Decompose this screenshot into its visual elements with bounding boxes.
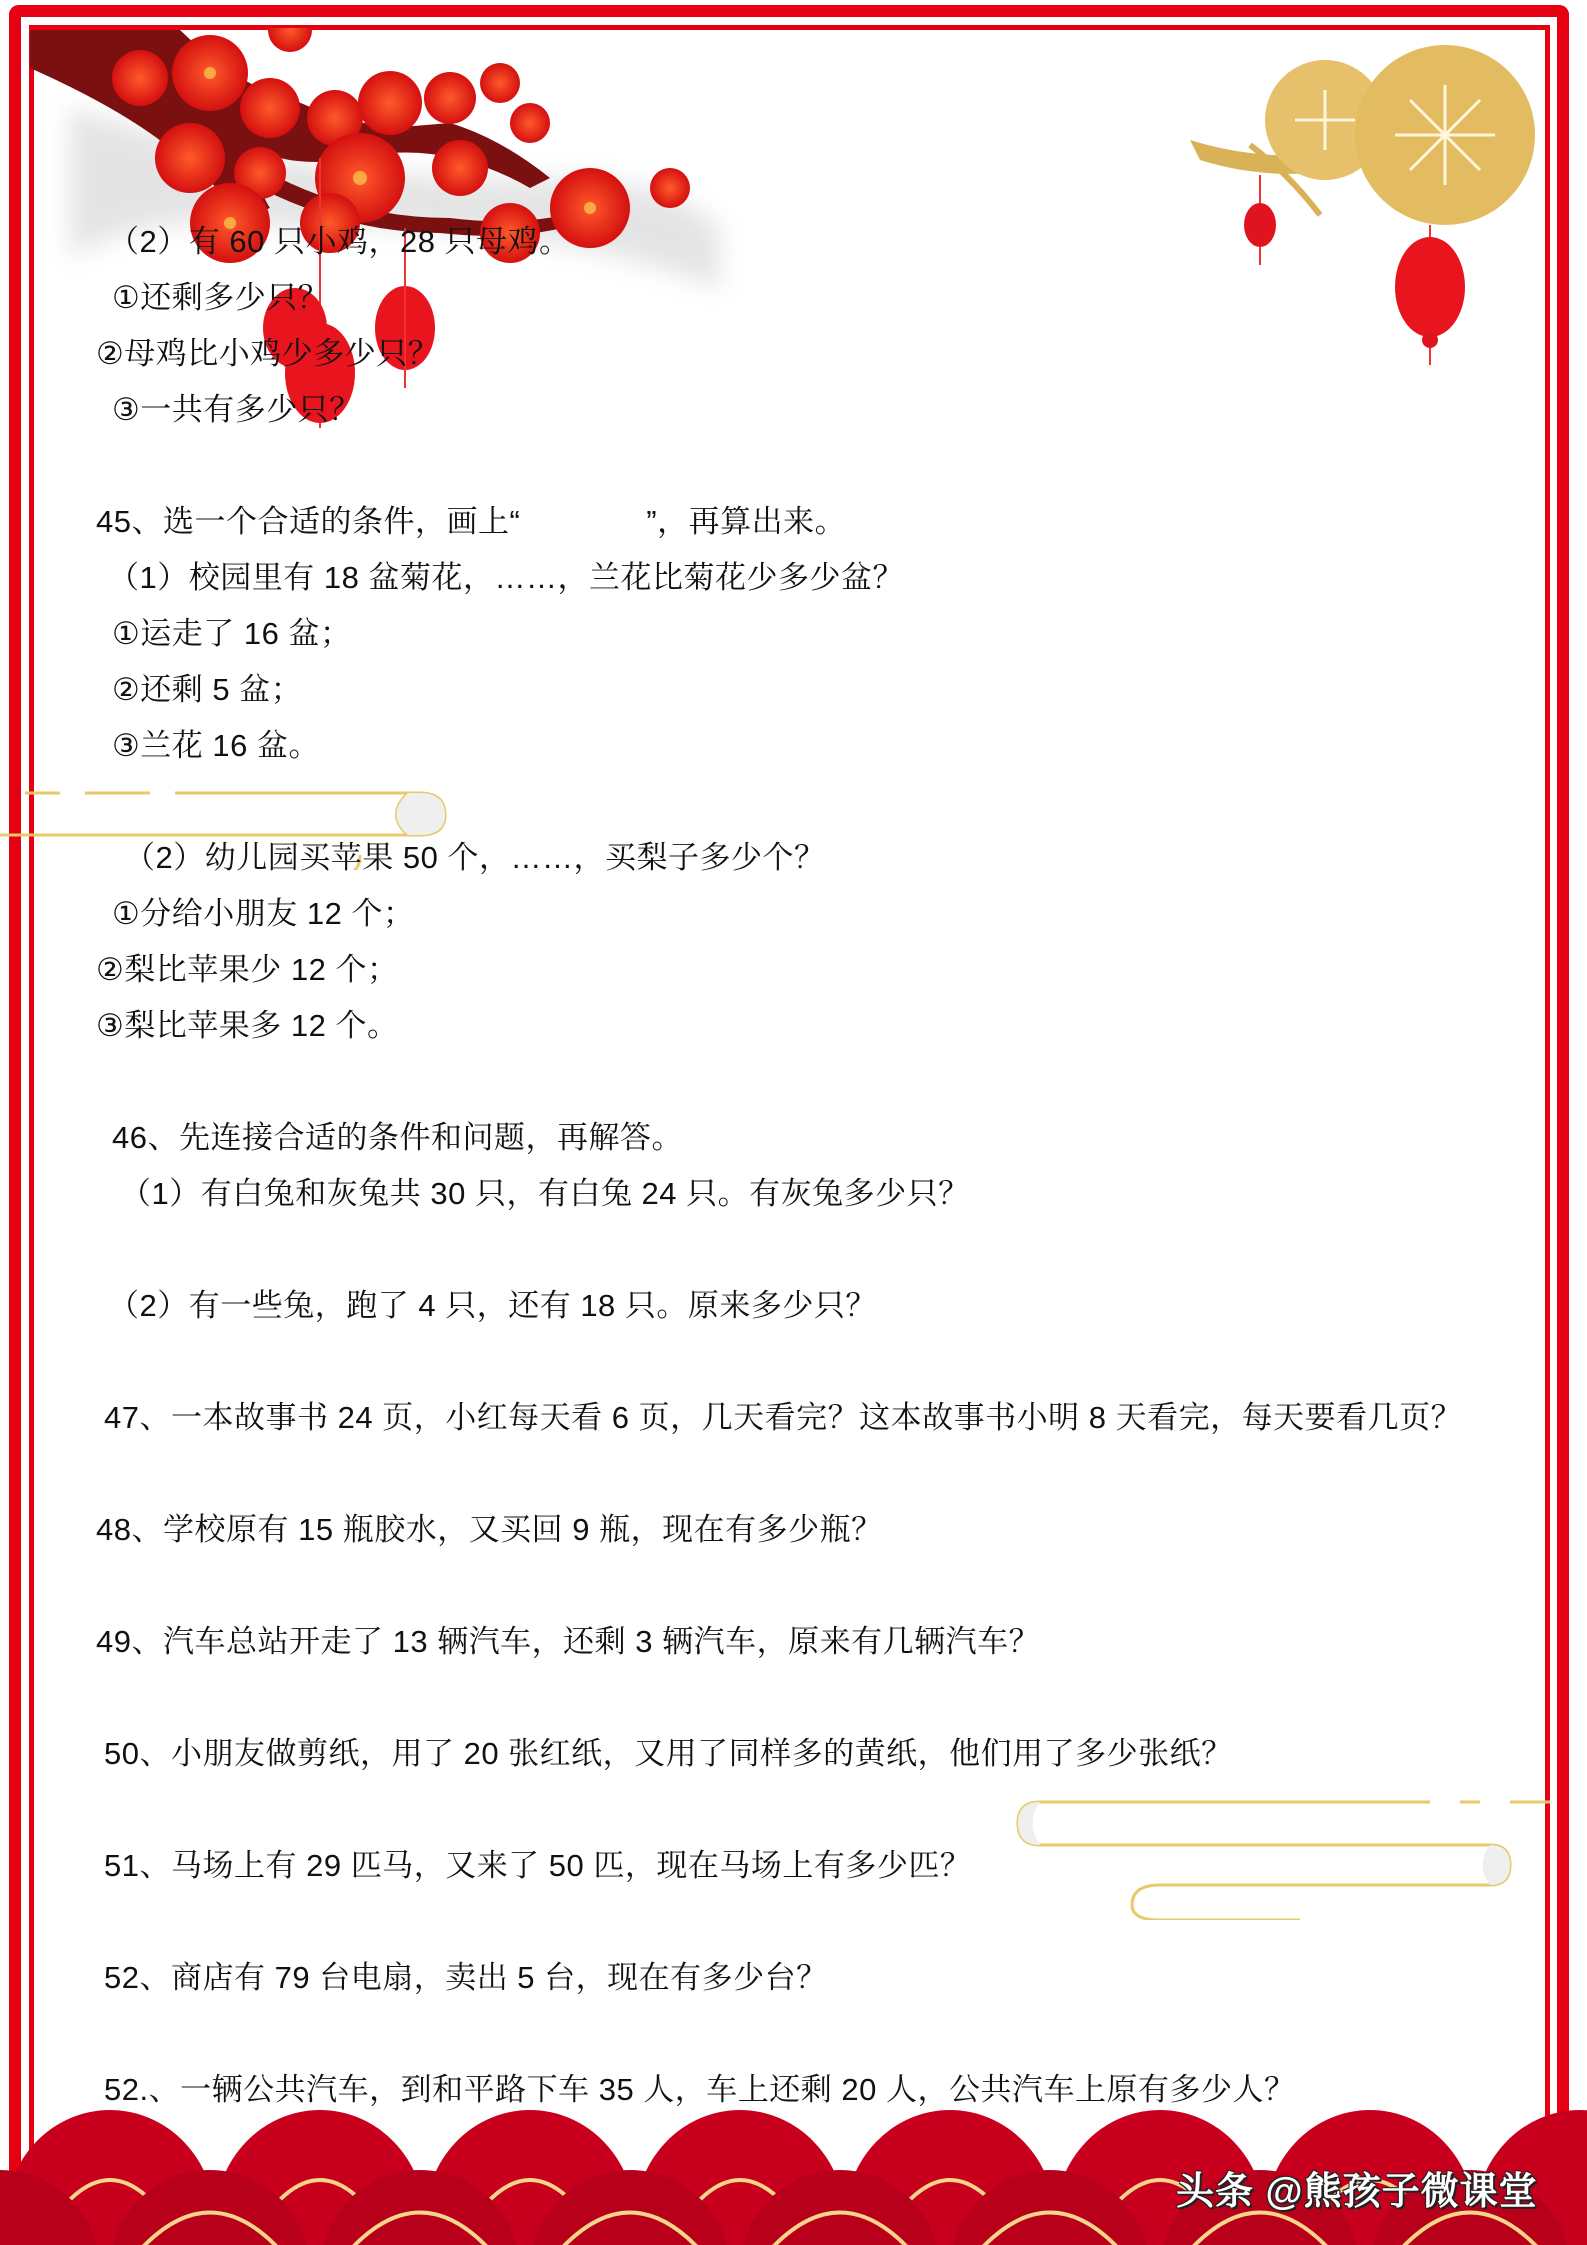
- q45-part1-option-1: ①运走了 16 盆；: [112, 616, 352, 651]
- q47: 47、一本故事书 24 页，小红每天看 6 页，几天看完？这本故事书小明 8 天看完，每天要看几页？: [104, 1400, 1463, 1435]
- q52-duplicate: 52.、一辆公共汽车，到和平路下车 35 人，车上还剩 20 人，公共汽车上原有多少人？: [104, 2072, 1296, 2107]
- gold-scroll-right-icon: [1010, 1790, 1570, 1920]
- q46-part2: （2）有一些兔，跑了 4 只，还有 18 只。原来多少只？: [108, 1288, 877, 1323]
- q50: 50、小朋友做剪纸，用了 20 张红纸，又用了同样多的黄纸，他们用了多少张纸？: [104, 1736, 1233, 1771]
- q44-part2-stem: （2）有 60 只小鸡，28 只母鸡。: [108, 224, 571, 259]
- q45-part1-option-3: ③兰花 16 盆。: [112, 728, 320, 763]
- q49: 49、汽车总站开走了 13 辆汽车，还剩 3 辆汽车，原来有几辆汽车？: [96, 1624, 1041, 1659]
- q52: 52、商店有 79 台电扇，卖出 5 台，现在有多少台？: [104, 1960, 828, 1995]
- q44-option-1: ①还剩多少只？: [112, 280, 330, 315]
- gold-flower-icon: [1190, 25, 1560, 385]
- q45-part2-stem: （2）幼儿园买苹果 50 个，……，买梨子多少个？: [124, 840, 826, 875]
- q45-part2-option-1: ①分给小朋友 12 个；: [112, 896, 415, 931]
- q46-title: 46、先连接合适的条件和问题，再解答。: [112, 1120, 683, 1155]
- q45-part1-stem: （1）校园里有 18 盆菊花，……，兰花比菊花少多少盆？: [108, 560, 904, 595]
- q45-part2-option-3: ③梨比苹果多 12 个。: [96, 1008, 399, 1043]
- q48: 48、学校原有 15 瓶胶水，又买回 9 瓶，现在有多少瓶？: [96, 1512, 883, 1547]
- q51: 51、马场上有 29 匹马，又来了 50 匹，现在马场上有多少匹？: [104, 1848, 972, 1883]
- q44-option-2: ②母鸡比小鸡少多少只？: [96, 336, 440, 371]
- q46-part1: （1）有白兔和灰兔共 30 只，有白兔 24 只。有灰兔多少只？: [120, 1176, 970, 1211]
- q44-option-3: ③一共有多少只？: [112, 392, 361, 427]
- q45-part2-option-2: ②梨比苹果少 12 个；: [96, 952, 399, 987]
- q45-part1-option-2: ②还剩 5 盆；: [112, 672, 303, 707]
- q45-title: 45、选一个合适的条件，画上“ ”，再算出来。: [96, 504, 847, 539]
- watermark: 头条 @熊孩子微课堂: [1176, 2171, 1538, 2213]
